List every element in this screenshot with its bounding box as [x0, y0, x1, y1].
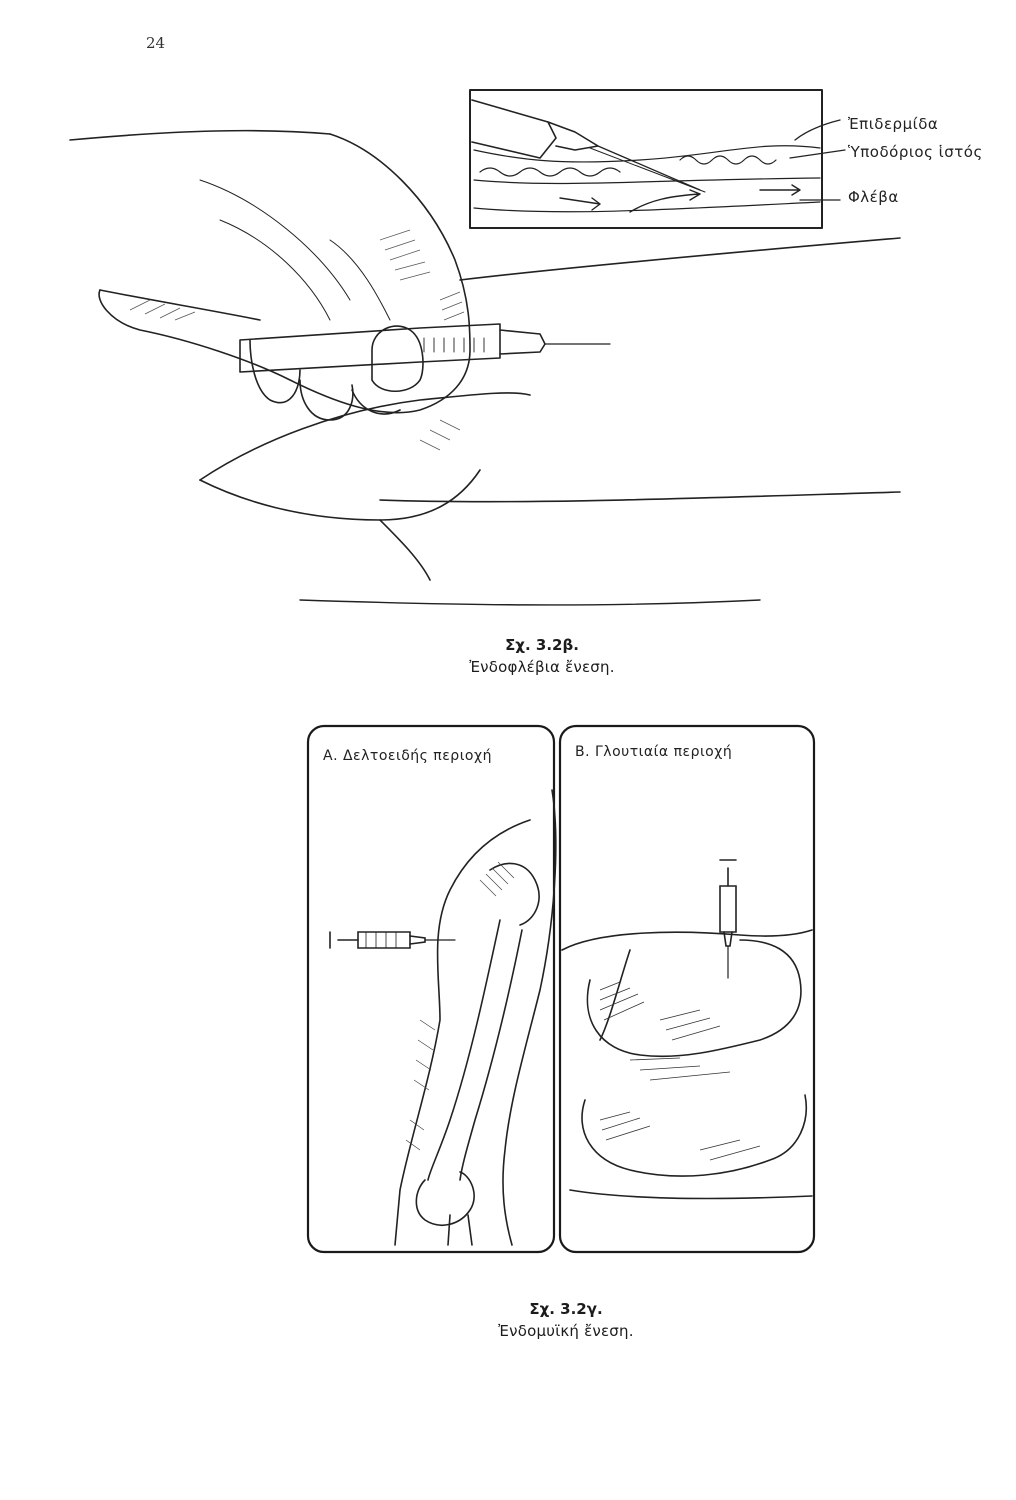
panel-a-frame	[308, 726, 554, 1252]
label-subcutaneous: Ὑποδόριος ἱστός	[848, 143, 983, 161]
figure-number: Σχ. 3.2γ.	[529, 1300, 603, 1318]
main-syringe	[240, 324, 500, 372]
gluteal-drawing	[562, 860, 812, 1198]
caption-fig-3-2b	[342, 636, 742, 676]
inset-syringe	[472, 100, 556, 158]
intravenous-injection-illustration	[0, 0, 1016, 640]
label-epidermis: Ἐπιδερμίδα	[848, 115, 939, 133]
deltoid-arm-drawing	[330, 790, 556, 1245]
figure-caption: Ἐνδομυϊκή ἔνεση.	[498, 1322, 634, 1340]
panel-a-label: Α. Δελτοειδής περιοχή	[323, 748, 492, 764]
label-vein: Φλέβα	[848, 188, 899, 206]
panel-b-frame	[560, 726, 814, 1252]
panel-b-label: Β. Γλουτιαία περιοχή	[575, 744, 733, 760]
page-number: 24	[146, 34, 166, 52]
figure-number: Σχ. 3.2β.	[505, 636, 579, 654]
caption-fig-3-2c	[366, 1300, 766, 1340]
intramuscular-injection-illustration	[300, 720, 840, 1260]
figure-caption: Ἐνδοφλέβια ἔνεση.	[469, 658, 615, 676]
hand	[99, 134, 470, 413]
